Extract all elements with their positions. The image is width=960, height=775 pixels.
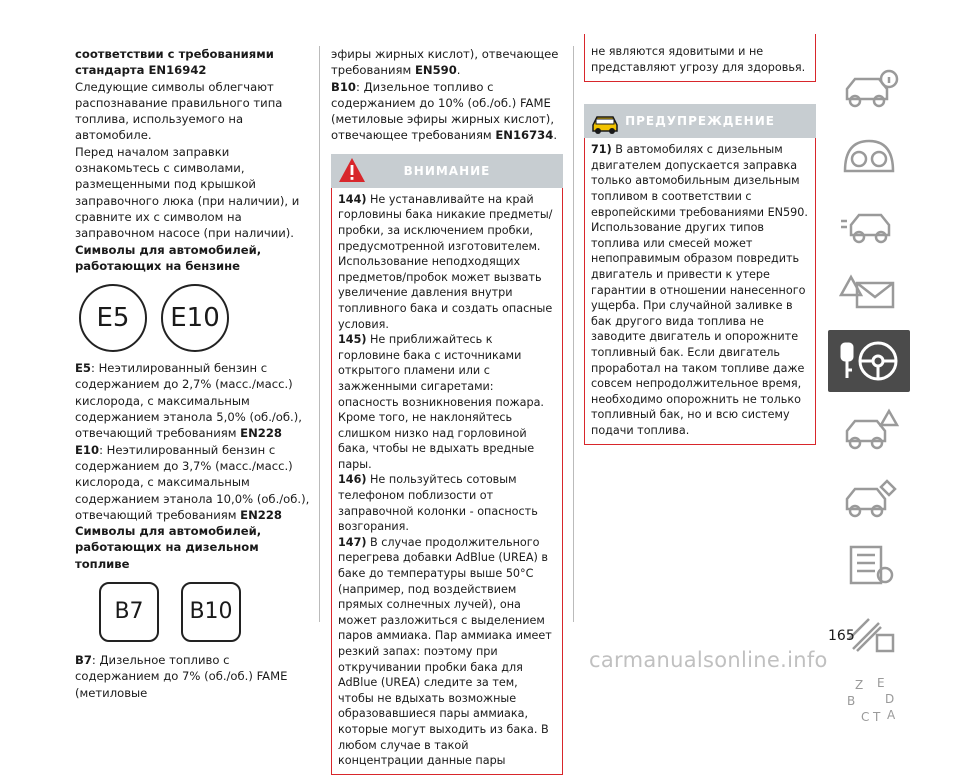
sidebar-item-car-info[interactable]: [828, 58, 910, 120]
caution-item: [591, 142, 809, 438]
caution-number: 71): [591, 143, 612, 157]
symbol-b10: B10: [181, 582, 241, 642]
caution-box: [584, 138, 816, 445]
b10-standard: EN16734: [495, 128, 554, 143]
b7-text: : Дизельное топливо с содержанием до 7% (об./об.) FAME (метиловые: [75, 653, 288, 700]
column-1: [75, 46, 311, 701]
index-letter-a: A: [887, 708, 896, 722]
index-letter-z: Z: [855, 678, 864, 692]
e5-code: E5: [75, 361, 91, 376]
b7-end: .: [456, 63, 461, 78]
e10-text: : Неэтилированный бензин с содержанием до 3,7% (масс./масс.) кислорода, с максимальным содержанием этанола 10,0% (об./об.), отвечающий требованиям: [75, 442, 310, 522]
warning-text: Не устанавливайте на край горловины бака никакие предметы/пробки, за исключением пробки, предусмотренной изготовителем. Использование неподходящих предметов/пробок может вызвать увеличение давления внутри топливного бака и создать опасные условия.: [338, 192, 553, 331]
column-divider-2: [573, 46, 574, 622]
heading-diesel-symbols: Символы для автомобилей, работающих на дизельном топливе: [75, 524, 262, 571]
warning-number: 147): [338, 535, 367, 549]
heading-petrol-symbols: Символы для автомобилей, работающих на бензине: [75, 242, 262, 273]
envelope-warning-icon: [839, 269, 899, 317]
warning-continued-text: не являются ядовитыми и не представляют угрозу для здоровья.: [591, 45, 806, 74]
paragraph-b7: [75, 652, 311, 701]
index-letter-d: D: [885, 692, 895, 706]
page-number: 165: [828, 628, 855, 644]
warning-number: 144): [338, 192, 367, 206]
sidebar-item-index[interactable]: [828, 670, 910, 732]
symbol-e10: E10: [161, 284, 229, 352]
symbol-e5: E5: [79, 284, 147, 352]
sidebar-item-dashboard[interactable]: [828, 126, 910, 188]
e10-code: E10: [75, 442, 100, 457]
warning-item: [338, 192, 556, 332]
warning-box: [331, 188, 563, 775]
b10-end: .: [553, 128, 558, 143]
warning-item: [338, 472, 556, 534]
petrol-symbols: [79, 284, 311, 352]
warning-text: В случае продолжительного перегрева добавки AdBlue (UREA) в баке до температуры выше 50°C (например, под воздействием прямых солнечных лучей), она может разложиться с выделением паров аммиака. Пар аммиака имеет резкий запах: поэтому при откручивании пробки бака для AdBlue (UREA) следите за тем, чтобы не вдыхать возможные образовавшиеся пары аммиака, которые могут выходить из бака. В любом случае в такой концентрации данные пары: [338, 535, 552, 768]
warning-box-continued: [584, 34, 816, 82]
e5-standard: EN228: [240, 426, 282, 441]
watermark-text: carmanualsonline.info: [589, 648, 828, 672]
dashboard-icon: [839, 133, 899, 181]
sidebar-item-emergency[interactable]: [828, 398, 910, 460]
warning-text: Не приближайтесь к горловине бака с источниками открытого пламени или с зажженными сигаретами: опасность возникновения пожара. Кроме того, не наклоняйтесь слишком низко над горловиной бака, чтобы не вдыхать вредные пары.: [338, 333, 544, 471]
warning-item: [338, 535, 556, 769]
column-3: [584, 46, 816, 445]
warning-banner-title: ВНИМАНИЕ: [403, 163, 491, 178]
warning-banner: [331, 154, 563, 188]
index-letter-c: C: [861, 710, 870, 724]
car-maintenance-icon: [839, 473, 899, 521]
b10-code: B10: [331, 79, 356, 94]
car-emergency-icon: [839, 405, 899, 453]
column-2: [331, 46, 563, 775]
e10-standard: EN228: [240, 507, 282, 522]
warning-text: Не пользуйтесь сотовым телефоном поблизости от заправочной колонки - опасность возгорания.: [338, 473, 538, 534]
b10-text: : Дизельное топливо с содержанием до 10% (об./об.) FAME (метиловые эфиры жирных кислот), отвечающее требованиям: [331, 79, 555, 143]
caution-banner-title: ПРЕДУПРЕЖДЕНИЕ: [625, 114, 775, 129]
index-letter-e: E: [877, 676, 885, 690]
warning-number: 146): [338, 473, 367, 487]
sidebar-item-warnings[interactable]: [828, 262, 910, 324]
caution-text: В автомобилях с дизельным двигателем допускается заправка только автомобильным дизельным топливом в соответствии с европейскими требованиями EN590. Использование других типов топлива или смесей может непоправимым образом повредить двигатель и привести к утере гарантии в отношении нанесенного ущерба. При случайной заливке в бак другого вида топлива не заводите двигатель и опорожните топливный бак. Если двигатель проработал на таком топливе даже совсем непродолжительное время, необходимо опорожнить не только топливный бак, но и всю систему подачи топлива.: [591, 143, 808, 437]
paragraph-b10: [331, 79, 563, 144]
b7-code: B7: [75, 653, 92, 668]
paragraph-before-fueling: Перед началом заправки ознакомьтесь с символами, размещенными под крышкой заправочного люка (при наличии), и сравните их с символом на заправочном насосе (при наличии).: [75, 144, 300, 241]
symbol-b7: B7: [99, 582, 159, 642]
sidebar-item-maintenance[interactable]: [828, 466, 910, 528]
car-info-icon: [839, 65, 899, 113]
heading-standard: соответствии с требованиями стандарта EN16942: [75, 47, 274, 78]
index-letter-t: T: [873, 710, 881, 724]
paragraph-e5: [75, 360, 311, 441]
column-divider-1: [319, 46, 320, 622]
key-steering-icon: [836, 336, 902, 386]
paragraph-b7-continued: [331, 46, 563, 79]
spec-sheet-icon: [839, 541, 899, 589]
paragraph-e10: [75, 442, 311, 523]
warning-number: 145): [338, 333, 367, 347]
sidebar-item-car-light[interactable]: [828, 194, 910, 256]
car-light-icon: [839, 201, 899, 249]
sidebar-item-specifications[interactable]: [828, 534, 910, 596]
index-letter-b: B: [847, 694, 856, 708]
warning-item: [338, 332, 556, 472]
b7-standard: EN590: [414, 63, 457, 78]
e5-text: : Неэтилированный бензин с содержанием до 2,7% (масс./масс.) кислорода, с максимальным содержанием этанола 5,0% (об./об.), отвечающий требованиям: [75, 361, 302, 441]
sidebar-item-starting-driving[interactable]: [828, 330, 910, 392]
paragraph-intro: Следующие символы облегчают распознавание правильного типа топлива, используемого на автомобиле.: [75, 79, 283, 143]
caution-banner: [584, 104, 816, 138]
b7-cont-text: эфиры жирных кислот), отвечающее требованиям: [331, 47, 559, 78]
diesel-symbols: [99, 582, 311, 642]
